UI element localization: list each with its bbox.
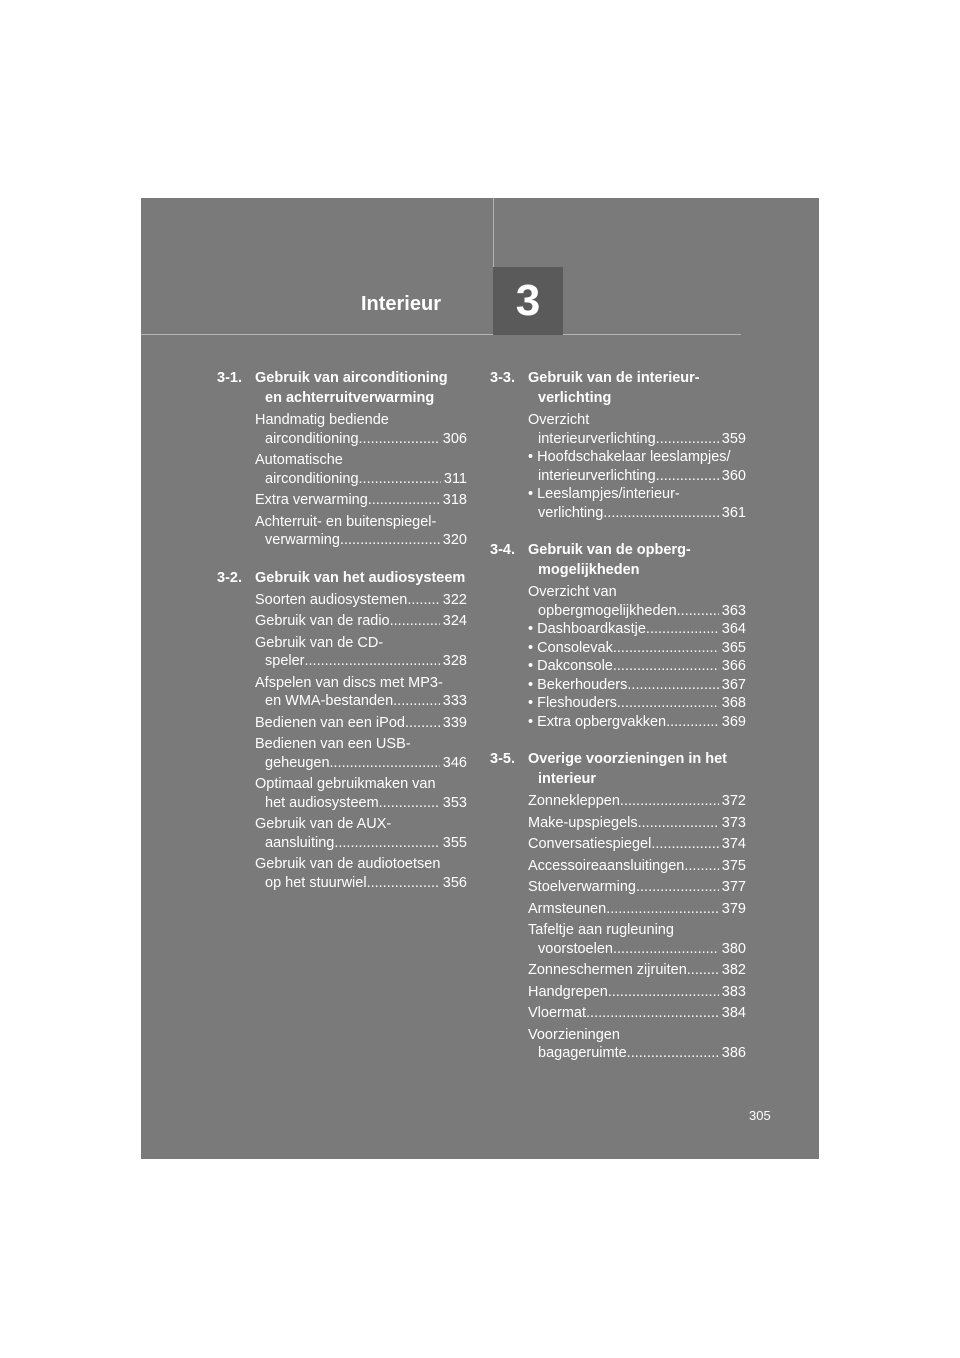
dot-leader xyxy=(393,692,440,711)
dot-leader xyxy=(603,504,719,523)
dot-leader xyxy=(638,814,719,833)
entry-page-number: 365 xyxy=(721,639,746,656)
entry-page-number: 364 xyxy=(721,621,746,637)
toc-entry[interactable] xyxy=(255,815,467,852)
section-heading xyxy=(490,368,746,408)
entry-page-number: 328 xyxy=(442,653,467,669)
toc-entry[interactable] xyxy=(255,634,467,671)
toc-entry[interactable] xyxy=(255,451,467,488)
entry-title: aansluiting xyxy=(265,834,335,851)
entry-page-number: 318 xyxy=(442,492,467,508)
entry-title: interieurverlichting xyxy=(538,467,656,484)
entry-page-number: 384 xyxy=(721,1005,746,1021)
toc-entry[interactable] xyxy=(528,620,746,639)
entry-page-number: 355 xyxy=(442,834,467,851)
dot-leader xyxy=(586,1004,719,1023)
entry-title: op het stuurwiel xyxy=(265,874,367,891)
dot-leader xyxy=(656,467,719,486)
dot-leader xyxy=(379,794,440,813)
entry-title: Conversatiespiegel xyxy=(528,836,652,852)
entry-page-number: 379 xyxy=(721,900,746,917)
section-number: 3-3. xyxy=(490,370,515,386)
toc-section xyxy=(490,749,746,1063)
entry-title: • Extra opbergvakken xyxy=(528,713,667,730)
entry-page-number: 372 xyxy=(721,793,746,809)
section-title: Gebruik van de interieur-verlichting xyxy=(528,370,700,406)
toc-entry[interactable] xyxy=(528,814,746,833)
dot-leader xyxy=(687,961,719,980)
dot-leader xyxy=(613,657,719,676)
entry-page-number: 320 xyxy=(442,532,467,548)
entry-page-number: 377 xyxy=(721,879,746,895)
dot-leader xyxy=(636,878,719,897)
entry-page-number: 359 xyxy=(721,430,746,447)
section-heading xyxy=(490,540,746,580)
toc-entry[interactable] xyxy=(255,411,467,448)
page-number: 305 xyxy=(749,1108,771,1123)
toc-entry[interactable] xyxy=(528,835,746,854)
entry-page-number: 306 xyxy=(442,430,467,447)
dot-leader xyxy=(620,792,719,811)
entry-list xyxy=(490,583,746,731)
dot-leader xyxy=(684,857,718,876)
entry-page-number: 383 xyxy=(721,983,746,1000)
section-title: Gebruik van het audiosysteem xyxy=(255,569,466,586)
entry-title-line: Handmatig bediende xyxy=(255,412,389,428)
entry-page-number: 375 xyxy=(721,857,746,874)
dot-leader xyxy=(651,835,718,854)
entry-title-line: Achterruit- en buitenspiegel- xyxy=(255,513,437,530)
entry-title: Make-upspiegels xyxy=(528,814,638,831)
entry-page-number: 356 xyxy=(442,874,467,891)
entry-title: Bedienen van een iPod xyxy=(255,714,405,731)
entry-list xyxy=(490,792,746,1063)
toc-column-left xyxy=(217,368,467,910)
dot-leader xyxy=(606,900,719,919)
dot-leader xyxy=(656,430,719,449)
entry-page-number: 360 xyxy=(721,467,746,484)
dot-leader xyxy=(627,676,718,695)
dot-leader xyxy=(613,639,719,658)
entry-title-line: Voorzieningen xyxy=(528,1026,620,1043)
toc-entry[interactable] xyxy=(528,961,746,980)
toc-entry[interactable] xyxy=(528,694,746,713)
dot-leader xyxy=(646,620,719,639)
entry-title-line: Gebruik van de audiotoetsen xyxy=(255,856,441,872)
entry-title-line: Overzicht xyxy=(528,412,590,428)
dot-leader xyxy=(627,1044,719,1063)
entry-page-number: 386 xyxy=(721,1045,746,1061)
entry-title-line: Automatische xyxy=(255,452,343,468)
entry-title: Accessoireaansluitingen xyxy=(528,857,685,874)
toc-entry[interactable] xyxy=(255,714,467,733)
section-heading xyxy=(490,749,746,789)
entry-title: Vloermat xyxy=(528,1005,587,1021)
divider-horizontal xyxy=(141,334,741,335)
toc-entry[interactable] xyxy=(255,735,467,772)
dot-leader xyxy=(617,694,719,713)
dot-leader xyxy=(666,713,719,732)
dot-leader xyxy=(405,714,440,733)
toc-entry[interactable] xyxy=(528,983,746,1002)
toc-entry[interactable] xyxy=(528,448,746,485)
dot-leader xyxy=(390,612,440,631)
section-title: Gebruik van airconditioning en achterruitverwarming xyxy=(255,370,448,406)
chapter-number-box: 3 xyxy=(493,267,563,335)
toc-entry[interactable] xyxy=(255,591,467,610)
entry-title: geheugen xyxy=(265,754,330,771)
entry-page-number: 380 xyxy=(721,940,746,957)
entry-page-number: 363 xyxy=(721,602,746,619)
toc-entry[interactable] xyxy=(255,513,467,550)
toc-entry[interactable] xyxy=(255,674,467,711)
toc-entry[interactable] xyxy=(528,1026,746,1063)
section-heading xyxy=(217,368,467,408)
dot-leader xyxy=(608,983,719,1002)
section-number: 3-1. xyxy=(217,370,242,386)
section-number: 3-2. xyxy=(217,569,242,586)
entry-title: • Consolevak xyxy=(528,639,613,656)
entry-title-line: • Hoofdschakelaar leeslampjes/ xyxy=(528,449,731,465)
entry-title-line: • Leeslampjes/interieur- xyxy=(528,486,680,502)
entry-title: • Dakconsole xyxy=(528,658,613,674)
dot-leader xyxy=(334,834,439,853)
toc-entry[interactable] xyxy=(528,583,746,620)
entry-page-number: 311 xyxy=(443,470,467,487)
entry-title: en WMA-bestanden xyxy=(265,693,394,709)
entry-title: • Dashboardkastje xyxy=(528,621,646,637)
entry-page-number: 373 xyxy=(721,814,746,831)
toc-entry[interactable] xyxy=(255,775,467,812)
toc-entry[interactable] xyxy=(528,485,746,522)
toc-entry[interactable] xyxy=(528,857,746,876)
toc-entry[interactable] xyxy=(255,855,467,892)
dot-leader xyxy=(368,491,440,510)
entry-page-number: 367 xyxy=(721,676,746,693)
entry-title: • Bekerhouders xyxy=(528,676,628,693)
toc-entry[interactable] xyxy=(528,1004,746,1023)
toc-entry[interactable] xyxy=(528,878,746,897)
entry-title: airconditioning xyxy=(265,470,359,487)
dot-leader xyxy=(359,430,440,449)
dot-leader xyxy=(330,754,440,773)
toc-section xyxy=(490,368,746,522)
toc-entry[interactable] xyxy=(528,639,746,658)
entry-title: Zonneschermen zijruiten xyxy=(528,962,687,978)
entry-title: speler xyxy=(265,653,305,669)
entry-page-number: 333 xyxy=(442,693,467,709)
entry-title: Handgrepen xyxy=(528,983,608,1000)
dot-leader xyxy=(359,470,441,489)
entry-title-line: Gebruik van de AUX- xyxy=(255,816,392,832)
entry-page-number: 361 xyxy=(721,504,746,521)
entry-title: airconditioning xyxy=(265,430,359,447)
entry-page-number: 369 xyxy=(721,713,746,730)
toc-entry[interactable] xyxy=(528,900,746,919)
toc-entry[interactable] xyxy=(528,676,746,695)
section-title: Overige voorzieningen in het interieur xyxy=(528,751,728,787)
entry-list xyxy=(490,411,746,522)
dot-leader xyxy=(367,874,440,893)
entry-page-number: 353 xyxy=(442,794,467,811)
entry-title: Armsteunen xyxy=(528,900,607,917)
toc-entry[interactable] xyxy=(528,792,746,811)
toc-section xyxy=(490,540,746,731)
toc-entry[interactable] xyxy=(528,657,746,676)
entry-page-number: 322 xyxy=(442,591,467,608)
entry-title: interieurverlichting xyxy=(538,430,656,447)
manual-page xyxy=(141,198,819,1159)
toc-entry[interactable] xyxy=(528,713,746,732)
toc-section xyxy=(217,368,467,550)
entry-title: verlichting xyxy=(538,504,604,521)
entry-list xyxy=(217,411,467,550)
toc-entry[interactable] xyxy=(255,612,467,631)
entry-page-number: 346 xyxy=(442,754,467,771)
dot-leader xyxy=(677,602,719,621)
entry-title: opbergmogelijkheden xyxy=(538,602,677,619)
entry-title: Gebruik van de radio xyxy=(255,613,390,629)
entry-page-number: 382 xyxy=(721,962,746,978)
entry-title: Zonnekleppen xyxy=(528,793,620,809)
entry-title-line: Optimaal gebruikmaken van xyxy=(255,776,436,792)
entry-title: verwarming xyxy=(265,532,340,548)
dot-leader xyxy=(305,652,440,671)
entry-title-line: Gebruik van de CD- xyxy=(255,634,384,651)
toc-entry[interactable] xyxy=(528,921,746,958)
toc-section xyxy=(217,568,467,893)
entry-title: Extra verwarming xyxy=(255,492,368,508)
entry-title: voorstoelen xyxy=(538,940,613,957)
toc-column-right xyxy=(490,368,746,1081)
entry-title-line: Bedienen van een USB- xyxy=(255,736,411,752)
entry-title: Soorten audiosystemen xyxy=(255,591,408,608)
chapter-title: Interieur xyxy=(360,293,441,315)
section-heading xyxy=(217,568,467,588)
entry-page-number: 374 xyxy=(721,836,746,852)
entry-page-number: 366 xyxy=(721,658,746,674)
entry-list xyxy=(217,591,467,893)
entry-title: het audiosysteem xyxy=(265,794,379,811)
entry-title: Stoelverwarming xyxy=(528,879,636,895)
entry-title-line: Afspelen van discs met MP3- xyxy=(255,674,443,691)
section-number: 3-5. xyxy=(490,751,515,767)
toc-entry[interactable] xyxy=(528,411,746,448)
dot-leader xyxy=(613,940,719,959)
entry-page-number: 339 xyxy=(442,714,467,731)
entry-title: • Fleshouders xyxy=(528,695,617,711)
entry-page-number: 324 xyxy=(442,613,467,629)
toc-entry[interactable] xyxy=(255,491,467,510)
entry-title-line: Tafeltje aan rugleuning xyxy=(528,922,674,938)
section-number: 3-4. xyxy=(490,542,515,558)
dot-leader xyxy=(407,591,439,610)
dot-leader xyxy=(340,531,440,550)
entry-page-number: 368 xyxy=(721,695,746,711)
entry-title-line: Overzicht van xyxy=(528,584,617,600)
entry-title: bagageruimte xyxy=(538,1045,627,1061)
section-title: Gebruik van de opberg-mogelijkheden xyxy=(528,542,691,578)
